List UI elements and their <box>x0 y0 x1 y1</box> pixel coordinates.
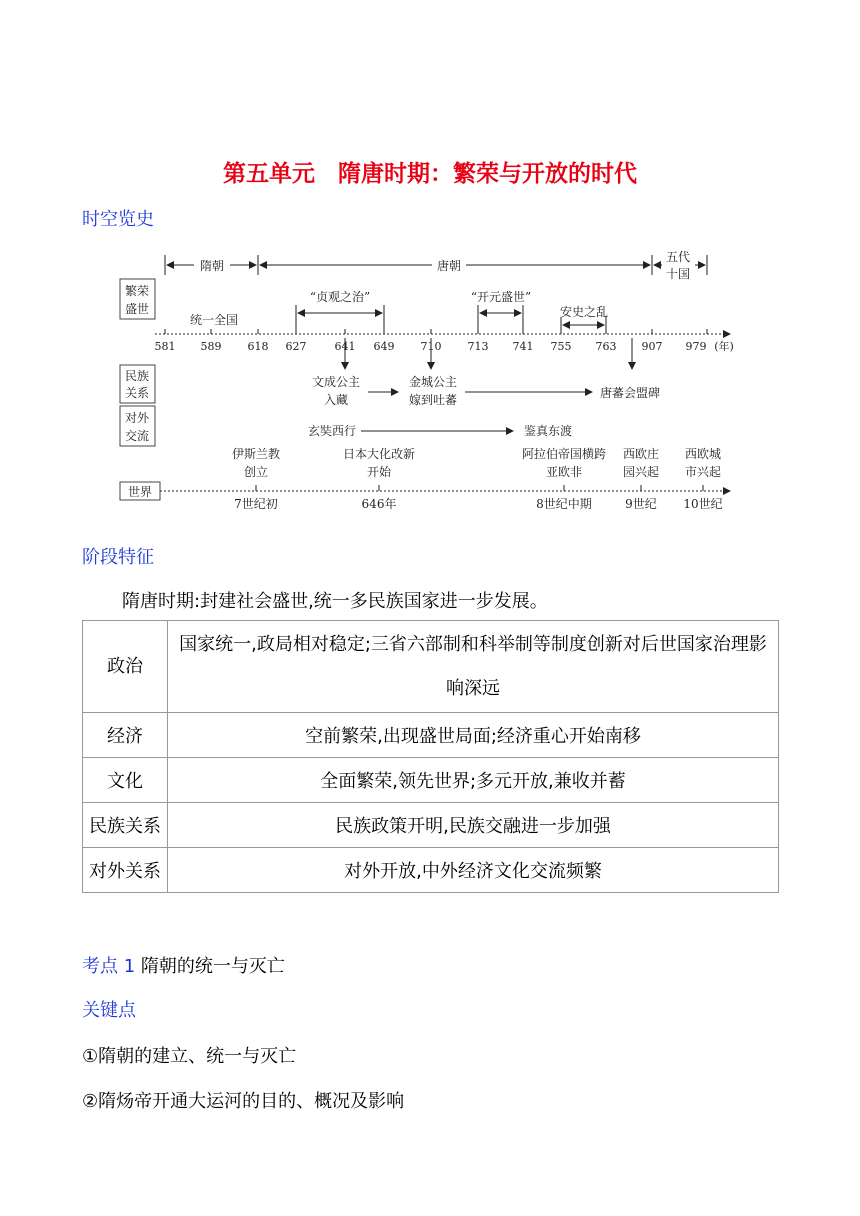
period-tang: 唐朝 <box>436 259 462 273</box>
year-710: 710 <box>420 340 442 353</box>
world-arab-date: 8世纪中期 <box>536 497 592 511</box>
year-627: 627 <box>285 340 307 353</box>
event-tangfan: 唐蕃会盟碑 <box>599 386 661 400</box>
features-heading: 阶段特征 <box>82 547 154 568</box>
world-manor-1: 西欧庄 <box>622 447 660 461</box>
label-prosperity-1: 繁荣 <box>124 284 150 298</box>
year-979: 979 <box>685 340 707 353</box>
table-row <box>83 713 779 758</box>
year-649: 649 <box>373 340 395 353</box>
feature-text: 空前繁荣,出现盛世局面;经济重心开始南移 <box>168 713 779 758</box>
page-title: 第五单元 隋唐时期：繁荣与开放的时代 <box>223 161 637 187</box>
year-589: 589 <box>200 340 222 353</box>
world-manor-date: 9世纪 <box>625 497 657 511</box>
world-manor-2: 园兴起 <box>622 465 660 479</box>
table-row <box>83 848 779 893</box>
feature-text: 全面繁荣,领先世界;多元开放,兼收并蓄 <box>168 758 779 803</box>
event-jianzhen: 鉴真东渡 <box>523 424 573 438</box>
year-763: 763 <box>595 340 617 353</box>
feature-label: 经济 <box>83 713 168 758</box>
world-islam-1: 伊斯兰教 <box>231 447 281 461</box>
table-row <box>83 803 779 848</box>
label-prosperity-2: 盛世 <box>124 302 150 316</box>
kaodian-title: 隋朝的统一与灭亡 <box>140 956 285 977</box>
era-zhenguan: “贞观之治” <box>309 290 371 304</box>
era-anshi: 安史之乱 <box>559 305 609 319</box>
label-world: 世界 <box>127 485 153 499</box>
year-907: 907 <box>641 340 663 353</box>
table-row <box>83 621 779 713</box>
label-foreign-2: 交流 <box>124 429 150 443</box>
world-arab-2: 亚欧非 <box>545 465 583 479</box>
year-713: 713 <box>467 340 489 353</box>
year-unit: (年) <box>714 340 734 353</box>
feature-text: 民族政策开明,民族交融进一步加强 <box>168 803 779 848</box>
year-581: 581 <box>154 340 176 353</box>
kaodian-heading <box>82 952 285 978</box>
kaodian-tag: 考点 1 <box>82 956 136 977</box>
table-row <box>83 758 779 803</box>
feature-label: 民族关系 <box>83 803 168 848</box>
timeline-diagram <box>110 245 742 520</box>
feature-text: 国家统一,政局相对稳定;三省六部制和科举制等制度创新对后世国家治理影响深远 <box>168 621 779 713</box>
event-wencheng-2: 入藏 <box>323 393 349 407</box>
world-taika-date: 646年 <box>361 497 397 511</box>
period-sui: 隋朝 <box>199 259 225 273</box>
label-ethnic-2: 关系 <box>124 386 150 400</box>
timeline-heading: 时空览史 <box>82 209 154 230</box>
feature-label: 对外关系 <box>83 848 168 893</box>
year-618: 618 <box>247 340 269 353</box>
world-taika-2: 开始 <box>366 465 392 479</box>
period-wudai: 五代 <box>665 250 691 264</box>
summary-text: 隋唐时期:封建社会盛世,统一多民族国家进一步发展。 <box>122 591 548 612</box>
era-kaiyuan: “开元盛世” <box>470 290 532 304</box>
world-city-2: 市兴起 <box>684 465 722 479</box>
feature-text: 对外开放,中外经济文化交流频繁 <box>168 848 779 893</box>
event-wencheng-1: 文成公主 <box>311 375 361 389</box>
world-islam-2: 创立 <box>243 465 269 479</box>
feature-label: 文化 <box>83 758 168 803</box>
key-points-heading: 关键点 <box>82 1000 136 1021</box>
key-point-1: ①隋朝的建立、统一与灭亡 <box>82 1046 297 1067</box>
world-islam-date: 7世纪初 <box>234 497 278 511</box>
year-755: 755 <box>550 340 572 353</box>
event-jincheng-1: 金城公主 <box>408 375 458 389</box>
world-taika-1: 日本大化改新 <box>342 447 416 461</box>
year-641: 641 <box>334 340 356 353</box>
era-unify: 统一全国 <box>189 313 239 327</box>
event-xuanzang: 玄奘西行 <box>307 424 357 438</box>
world-city-date: 10世纪 <box>683 497 723 511</box>
period-shiguo: 十国 <box>665 267 691 281</box>
world-arab-1: 阿拉伯帝国横跨 <box>521 447 607 461</box>
world-city-1: 西欧城 <box>684 447 722 461</box>
event-jincheng-2: 嫁到吐蕃 <box>408 393 458 407</box>
key-point-2: ②隋炀帝开通大运河的目的、概况及影响 <box>82 1091 405 1112</box>
label-foreign-1: 对外 <box>124 411 150 425</box>
year-ticks <box>165 329 707 334</box>
label-ethnic-1: 民族 <box>124 369 150 383</box>
features-table <box>82 620 779 893</box>
year-741: 741 <box>512 340 534 353</box>
feature-label: 政治 <box>83 621 168 713</box>
